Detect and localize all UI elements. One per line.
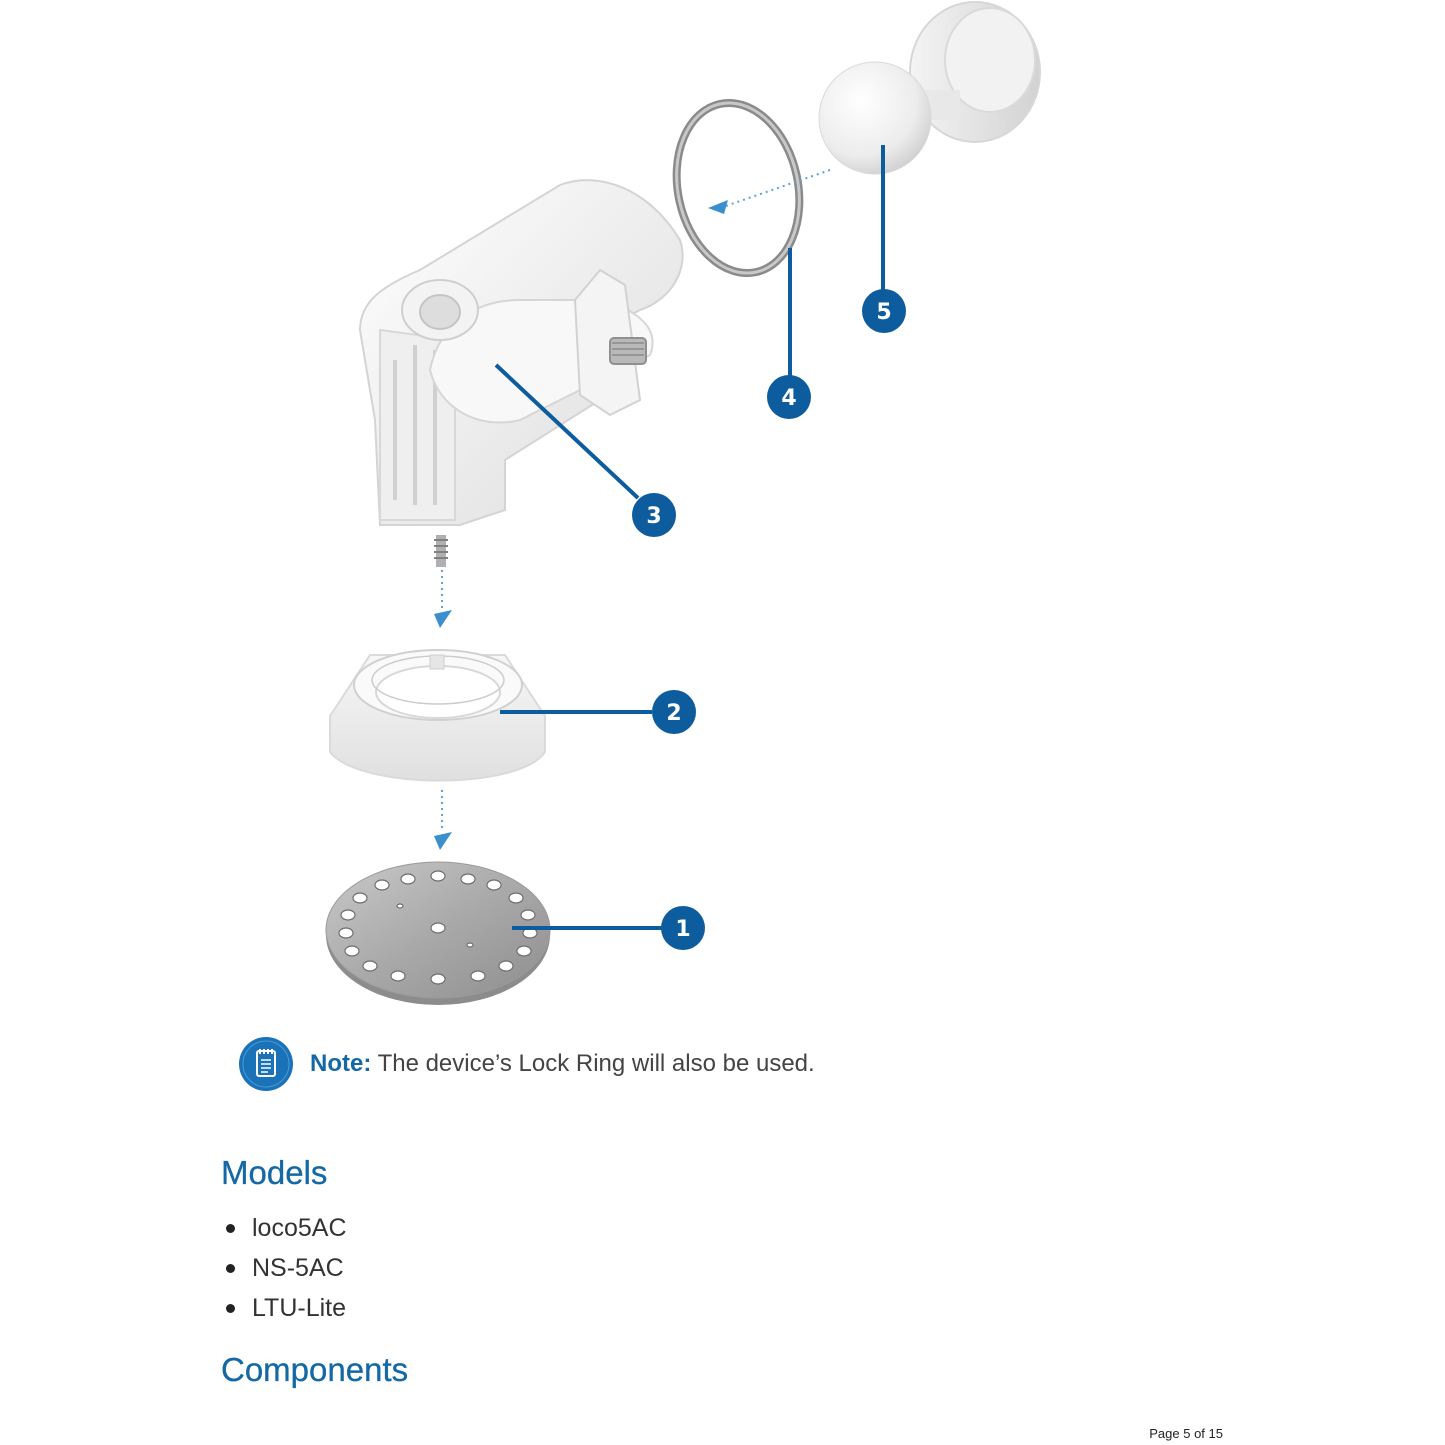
list-item: NS-5AC xyxy=(224,1248,347,1288)
note-box xyxy=(238,1036,815,1092)
note-label: Note: xyxy=(310,1050,372,1077)
list-item: LTU-Lite xyxy=(224,1288,347,1328)
callout-3 xyxy=(632,493,676,537)
callout-5 xyxy=(862,289,906,333)
mounting-plate-part xyxy=(326,862,550,1005)
ball-joint-part xyxy=(819,2,1040,174)
callout-1 xyxy=(661,906,705,950)
arrow-down-icon xyxy=(434,610,452,628)
svg-text:3: 3 xyxy=(646,504,662,529)
svg-text:4: 4 xyxy=(781,386,797,411)
models-heading: Models xyxy=(221,1154,328,1191)
components-heading: Components xyxy=(221,1351,409,1388)
svg-text:2: 2 xyxy=(666,701,682,726)
models-list xyxy=(224,1208,347,1328)
note-body: The device’s Lock Ring will also be used. xyxy=(371,1050,815,1077)
callout-4 xyxy=(767,375,811,419)
cone-collar-part xyxy=(330,650,545,781)
callout-2 xyxy=(652,690,696,734)
page-number: Page 5 of 15 xyxy=(1149,1426,1223,1441)
list-item: loco5AC xyxy=(224,1208,347,1248)
arrow-left-icon xyxy=(708,200,728,214)
notepad-icon xyxy=(238,1036,294,1092)
svg-text:5: 5 xyxy=(876,300,892,325)
arrow-down-icon xyxy=(434,832,452,850)
note-text xyxy=(310,1050,815,1078)
svg-text:1: 1 xyxy=(675,917,691,942)
